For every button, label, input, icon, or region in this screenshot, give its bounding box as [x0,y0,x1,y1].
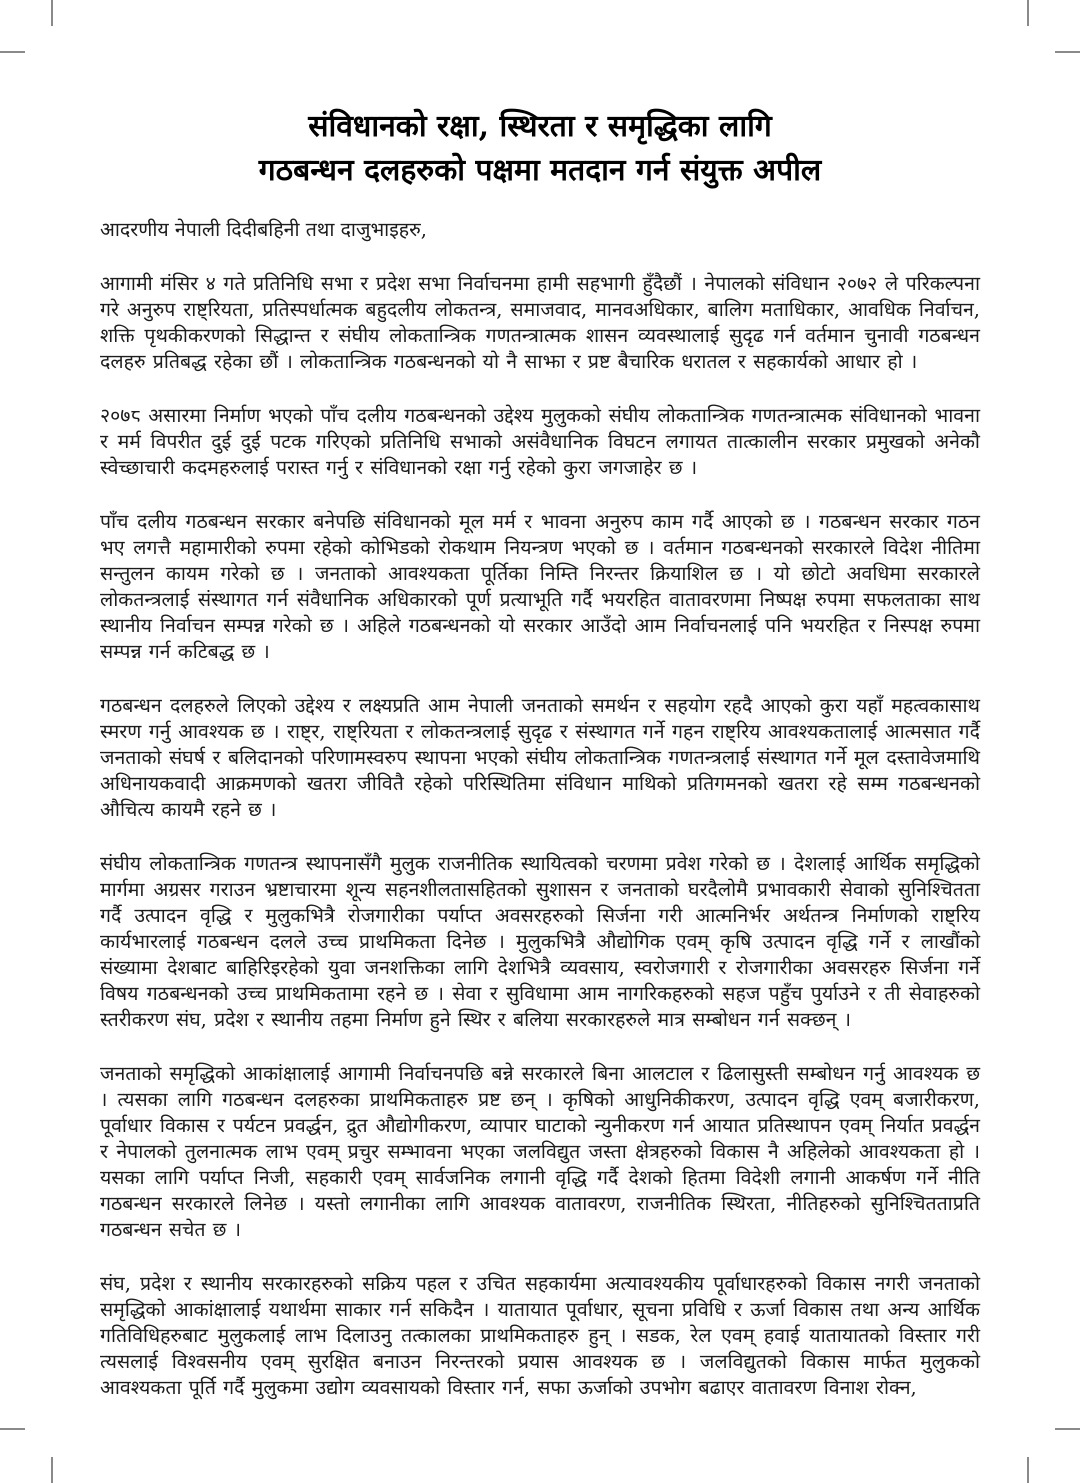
crop-mark-top-left-vertical [51,0,53,26]
page-title-line-2: गठबन्धन दलहरुको पक्षमा मतदान गर्न संयुक्त अपील [258,153,822,188]
crop-mark-top-right-vertical [1027,0,1029,26]
paragraph: संघ, प्रदेश र स्थानीय सरकारहरुको सक्रिय पहल र उचित सहकार्यमा अत्यावश्यकीय पूर्वाधारहरुको विकास नगरी जनताको समृद्धिको आकांक्षालाई यथार्थमा साकार गर्न सकिदैन । यातायात पूर्वाधार, सूचना प्रविधि र ऊर्जा विकास तथा अन्य आर्थिक गतिविधिहरुबाट मुलुकलाई लाभ दिलाउनु तत्कालका प्राथमिकताहरु हुन् । सडक, रेल एवम् हवाई यातायातको विस्तार गरी त्यसलाई विश्वसनीय एवम् सुरक्षित बनाउन निरन्तरको प्रयास आवश्यक छ । जलविद्युतको विकास मार्फत मुलुकको आवश्यकता पूर्ति गर्दै मुलुकमा उद्योग व्यवसायको विस्तार गर्न, सफा ऊर्जाको उपभोग बढाएर वातावरण विनाश रोक्न, [100,1272,980,1399]
paragraph: २०७८ असारमा निर्माण भएको पाँच दलीय गठबन्धनको उद्देश्य मुलुकको संघीय लोकतान्त्रिक गणतन्त्रात्मक संविधानको भावना र मर्म विपरीत दुई दुई पटक गरिएको प्रतिनिधि सभाको असंवैधानिक विघटन लगायत तात्कालीन सरकार प्रमुखको अनेकौ स्वेच्छाचारी कदमहरुलाई परास्त गर्नु र संविधानको रक्षा गर्नु रहेको कुरा जगजाहेर छ । [100,404,980,479]
paragraph: गठबन्धन दलहरुले लिएको उद्देश्य र लक्ष्यप्रति आम नेपाली जनताको समर्थन र सहयोग रहदै आएको कुरा यहाँ महत्वकासाथ स्मरण गर्नु आवश्यक छ । राष्ट्र, राष्ट्रियता र लोकतन्त्रलाई सुदृढ र संस्थागत गर्ने गहन राष्ट्रिय आवश्यकतालाई आत्मसात गर्दै जनताको संघर्ष र बलिदानको परिणामस्वरुप स्थापना भएको संघीय लोकतान्त्रिक गणतन्त्रलाई संस्थागत गर्ने मूल दस्तावेजमाथि अधिनायकवादी आक्रमणको खतरा जीवितै रहेको परिस्थितिमा संविधान माथिको प्रतिगमनको खतरा रहे सम्म गठबन्धनको औचित्य कायमै रहने छ । [100,694,980,821]
paragraph: जनताको समृद्धिको आकांक्षालाई आगामी निर्वाचनपछि बन्ने सरकारले बिना आलटाल र ढिलासुस्ती सम्बोधन गर्नु आवश्यक छ । त्यसका लागि गठबन्धन दलहरुका प्राथमिकताहरु प्रष्ट छन् । कृषिको आधुनिकीकरण, उत्पादन वृद्धि एवम् बजारीकरण, पूर्वाधार विकास र पर्यटन प्रवर्द्धन, द्रुत औद्योगीकरण, व्यापार घाटाको न्युनीकरण गर्न आयात प्रतिस्थापन एवम् निर्यात प्रवर्द्धन र नेपालको तुलनात्मक लाभ एवम् प्रचुर सम्भावना भएका जलविद्युत जस्ता क्षेत्रहरुको विकास नै अहिलेको आवश्यकता हो । यसका लागि पर्याप्त निजी, सहकारी एवम् सार्वजनिक लगानी वृद्धि गर्दै देशको हितमा विदेशी लगानी आकर्षण गर्ने नीति गठबन्धन सरकारले लिनेछ । यस्तो लगानीका लागि आवश्यक वातावरण, राजनीतिक स्थिरता, नीतिहरुको सुनिश्चितताप्रति गठबन्धन सचेत छ । [100,1062,980,1241]
salutation: आदरणीय नेपाली दिदीबहिनी तथा दाजुभाइहरु, [100,218,428,241]
page-title-line-1: संविधानको रक्षा, स्थिरता र समृद्धिका लागि [308,109,772,144]
crop-mark-bottom-right-horizontal [1055,1428,1080,1430]
crop-mark-top-right-horizontal [1055,51,1080,53]
crop-mark-bottom-right-vertical [1027,1457,1029,1483]
page-title [100,105,980,193]
paragraph: पाँच दलीय गठबन्धन सरकार बनेपछि संविधानको मूल मर्म र भावना अनुरुप काम गर्दै आएको छ । गठबन्धन सरकार गठन भए लगत्तै महामारीको रुपमा रहेको कोभिडको रोकथाम नियन्त्रण भएको छ । वर्तमान गठबन्धनको सरकारले विदेश नीतिमा सन्तुलन कायम गरेको छ । जनताको आवश्यकता पूर्तिका निम्ति निरन्तर क्रियाशिल छ । यो छोटो अवधिमा सरकारले लोकतन्त्रलाई संस्थागत गर्न संवैधानिक अधिकारको पूर्ण प्रत्याभूति गर्दै भयरहित वातावरणमा निष्पक्ष रुपमा सफलताका साथ स्थानीय निर्वाचन सम्पन्न गरेको छ । अहिले गठबन्धनको यो सरकार आउँदो आम निर्वाचनलाई पनि भयरहित र निस्पक्ष रुपमा सम्पन्न गर्न कटिबद्ध छ । [100,510,980,663]
crop-mark-top-left-horizontal [0,51,25,53]
paragraph: संघीय लोकतान्त्रिक गणतन्त्र स्थापनासँगै मुलुक राजनीतिक स्थायित्वको चरणमा प्रवेश गरेको छ । देशलाई आर्थिक समृद्धिको मार्गमा अग्रसर गराउन भ्रष्टाचारमा शून्य सहनशीलतासहितको सुशासन र जनताको घरदैलोमै प्रभावकारी सेवाको सुनिश्चितता गर्दै उत्पादन वृद्धि र मुलुकभित्रै रोजगारीका पर्याप्त अवसरहरुको सिर्जना गरी आत्मनिर्भर अर्थतन्त्र निर्माणको राष्ट्रिय कार्यभारलाई गठबन्धन दलले उच्च प्राथमिकता दिनेछ । मुलुकभित्रै औद्योगिक एवम् कृषि उत्पादन वृद्धि गर्ने र लाखौंको संख्यामा देशबाट बाहिरिइरहेको युवा जनशक्तिका लागि देशभित्रै व्यवसाय, स्वरोजगारी र रोजगारीका अवसरहरु सिर्जना गर्ने विषय गठबन्धनको उच्च प्राथमिकतामा रहने छ । सेवा र सुविधामा आम नागरिकहरुको सहज पहुँच पुर्याउने र ती सेवाहरुको स्तरीकरण संघ, प्रदेश र स्थानीय तहमा निर्माण हुने स्थिर र बलिया सरकारहरुले मात्र सम्बोधन गर्न सक्छन् । [100,852,980,1031]
document-content [100,0,980,1401]
paragraph: आगामी मंसिर ४ गते प्रतिनिधि सभा र प्रदेश सभा निर्वाचनमा हामी सहभागी हुँदैछौं । नेपालको संविधान २०७२ ले परिकल्पना गरे अनुरुप राष्ट्रियता, प्रतिस्पर्धात्मक बहुदलीय लोकतन्त्र, समाजवाद, मानवअधिकार, बालिग मताधिकार, आवधिक निर्वाचन, शक्ति पृथकीकरणको सिद्धान्त र संघीय लोकतान्त्रिक गणतन्त्रात्मक शासन व्यवस्थालाई सुदृढ गर्न वर्तमान चुनावी गठबन्धन दलहरु प्रतिबद्ध रहेका छौं । लोकतान्त्रिक गठबन्धनको यो नै साझा र प्रष्ट बैचारिक धरातल र सहकार्यको आधार हो । [100,272,980,373]
crop-mark-bottom-left-vertical [51,1457,53,1483]
crop-mark-bottom-left-horizontal [0,1428,25,1430]
